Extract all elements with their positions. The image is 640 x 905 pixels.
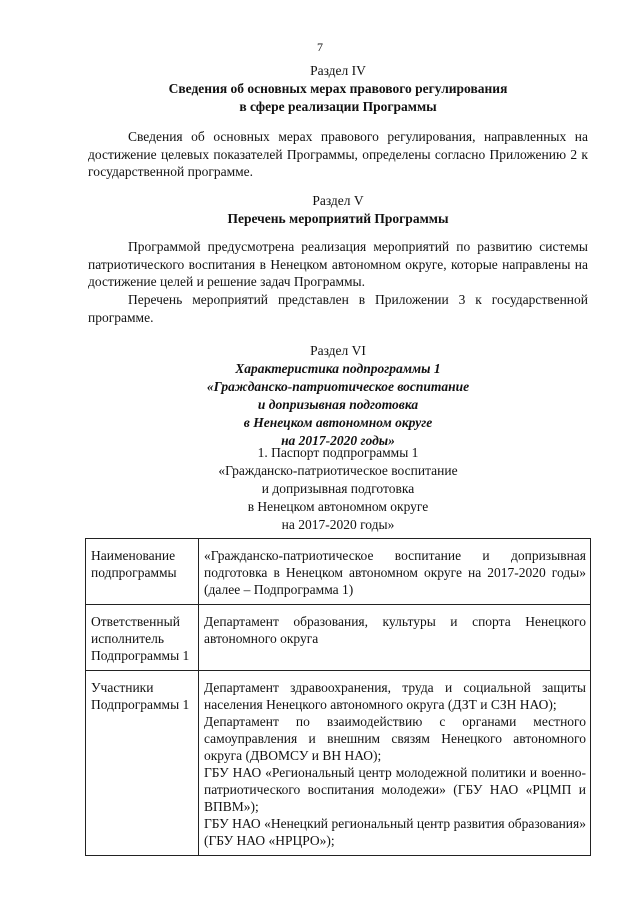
section-6-title-line4: в Ненецком автономном округе bbox=[243, 415, 433, 430]
section-5-header bbox=[88, 192, 588, 228]
section-6-title-line5: на 2017-2020 годы» bbox=[281, 433, 395, 448]
passport-line4: в Ненецком автономном округе bbox=[247, 499, 429, 514]
section-5-paragraph-1: Программой предусмотрена реализация мероприятий по развитию системы патриотического воспитания в Ненецком автономном округе, которые направлены на достижение целей и решение задач Программы. bbox=[88, 239, 588, 289]
participant-item: Департамент по взаимодействию с органами местного самоуправления и внешним связям Ненецкого автономного округа (ДВОМСУ и ВН НАО); bbox=[204, 714, 586, 763]
section-5-title: Перечень мероприятий Программы bbox=[227, 211, 449, 226]
passport-table bbox=[85, 538, 591, 856]
passport-header bbox=[88, 444, 588, 534]
section-6-header bbox=[88, 342, 588, 450]
row-key-name: Наименование подпрограммы bbox=[86, 539, 199, 605]
participant-item: ГБУ НАО «Региональный центр молодежной политики и военно-патриотического воспитания молодежи» (ГБУ НАО «РЦМП и ВПВМ»); bbox=[204, 765, 586, 814]
page-number: 7 bbox=[317, 40, 323, 54]
passport-line3: и допризывная подготовка bbox=[261, 481, 415, 496]
section-4-title-line1: Сведения об основных мерах правового регулирования bbox=[168, 81, 508, 96]
section-4-header bbox=[88, 62, 588, 116]
table-row bbox=[86, 539, 591, 605]
passport-line2: «Гражданско-патриотическое воспитание bbox=[218, 463, 458, 478]
row-key-participants: Участники Подпрограммы 1 bbox=[86, 671, 199, 856]
table-row bbox=[86, 671, 591, 856]
participant-item: ГБУ НАО «Ненецкий региональный центр развития образования» (ГБУ НАО «НРЦРО»); bbox=[204, 816, 586, 848]
row-value-participants bbox=[199, 671, 591, 856]
section-4-title-line2: в сфере реализации Программы bbox=[239, 99, 437, 114]
section-4-heading: Раздел IV bbox=[310, 63, 366, 78]
row-key-responsible: Ответственный исполнитель Подпрограммы 1 bbox=[86, 605, 199, 671]
table-row bbox=[86, 605, 591, 671]
row-value-name: «Гражданско-патриотическое воспитание и допризывная подготовка в Ненецком автономном округе на 2017-2020 годы» (далее – Подпрограмма 1) bbox=[199, 539, 591, 605]
section-4-paragraph: Сведения об основных мерах правового регулирования, направленных на достижение целевых показателей Программы, определены согласно Приложению 2 к государственной программе. bbox=[88, 129, 588, 179]
passport-line1: 1. Паспорт подпрограммы 1 bbox=[257, 445, 419, 460]
section-5-heading: Раздел V bbox=[312, 193, 364, 208]
participant-item: Департамент здравоохранения, труда и социальной защиты населения Ненецкого автономного округа (ДЗТ и СЗН НАО); bbox=[204, 680, 586, 712]
section-6-title-line3: и допризывная подготовка bbox=[257, 397, 419, 412]
section-6-title-line2: «Гражданско-патриотическое воспитание bbox=[206, 379, 470, 394]
section-5-paragraph-2: Перечень мероприятий представлен в Приложении 3 к государственной программе. bbox=[88, 292, 588, 325]
passport-line5: на 2017-2020 годы» bbox=[281, 517, 395, 532]
row-value-responsible: Департамент образования, культуры и спорта Ненецкого автономного округа bbox=[199, 605, 591, 671]
section-6-heading: Раздел VI bbox=[310, 343, 366, 358]
section-6-title-line1: Характеристика подпрограммы 1 bbox=[235, 361, 441, 376]
